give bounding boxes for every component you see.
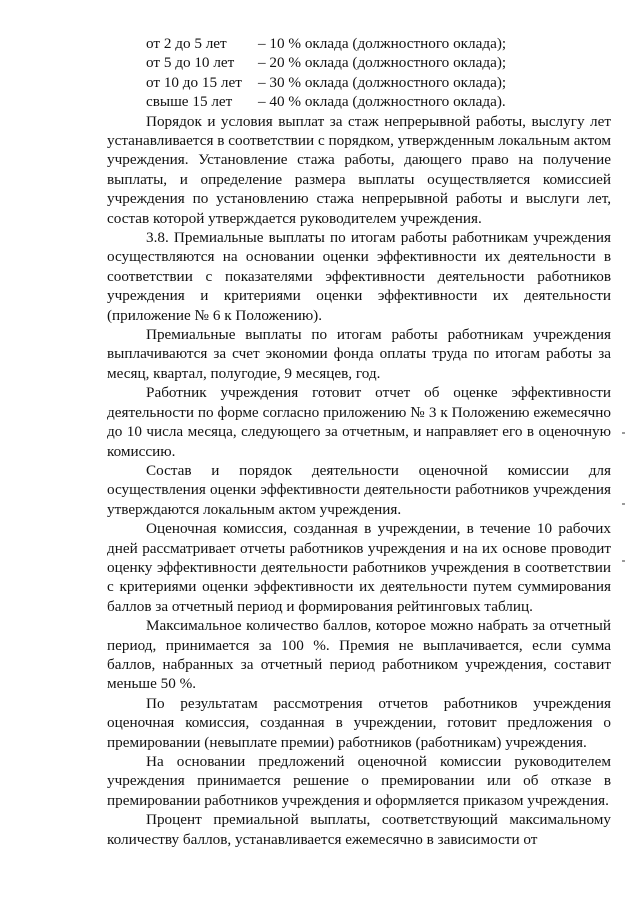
paragraph-bonus-decision: На основании предложений оценочной комиссии руководителем учреждения принимается решение о премировании или об отказе в премировании работников учреждения и оформляется приказом учреждения.	[107, 753, 611, 809]
tenure-range: от 2 до 5 лет	[146, 35, 227, 52]
paragraph-bonus-percentage: Процент премиальной выплаты, соответствующий максимальному количеству баллов, устанавливается ежемесячно в зависимости от	[107, 811, 611, 848]
scan-margin-mark	[622, 560, 625, 562]
scan-margin-mark	[622, 432, 625, 434]
tenure-rate: – 20 % оклада (должностного оклада);	[258, 54, 507, 72]
paragraph-commission-proposals: По результатам рассмотрения отчетов работников учреждения оценочная комиссия, созданная в учреждении, готовит предложения о премировании (невыплате премии) работников (работникам) учреждения.	[107, 694, 611, 751]
tenure-range: от 5 до 10 лет	[146, 54, 235, 72]
paragraph-employee-report: Работник учреждения готовит отчет об оценке эффективности деятельности по форме согласно приложению № 3 к Положению ежемесячно до 10 числа месяца, следующего за отчетным, и направляет его в оценочную комиссию.	[107, 384, 611, 460]
tenure-rate: – 10 % оклада (должностного оклада);	[258, 35, 507, 52]
body-text	[107, 112, 611, 849]
paragraph-commission-composition: Состав и порядок деятельности оценочной комиссии для осуществления оценки эффективности деятельности работников учреждения утверждаются локальным актом учреждения.	[107, 461, 611, 518]
paragraph-maximum-points: Максимальное количество баллов, которое можно набрать за отчетный период, принимается за 100 %. Премия не выплачивается, если сумма баллов, набранных за отчетный период работником учреждения, составит меньше 50 %.	[107, 617, 611, 693]
tenure-rate: – 30 % оклада (должностного оклада);	[258, 73, 507, 91]
paragraph-3-8-bonus-payments: 3.8. Премиальные выплаты по итогам работы работникам учреждения осуществляются на основании оценки эффективности их деятельности в соответствии с показателями эффективности деятельности работников учреждения и критериями оценки эффективности их деятельности (приложение № 6 к Положению).	[107, 229, 611, 324]
paragraph-tenure-procedure: Порядок и условия выплат за стаж непрерывной работы, выслугу лет устанавливается в соответствии с порядком, утвержденным локальным актом учреждения. Установление стажа работы, дающего право на получение выплаты, и определение размера выплаты осуществляется комиссией учреждения по установлению стажа непрерывной работы и выслуги лет, состав которой утверждается руководителем учреждения.	[107, 112, 611, 227]
tenure-row	[146, 73, 566, 92]
tenure-row	[146, 34, 566, 53]
tenure-range: от 10 до 15 лет	[146, 73, 242, 91]
tenure-range: свыше 15 лет	[146, 93, 233, 111]
tenure-row	[146, 92, 566, 111]
scan-margin-mark	[622, 503, 625, 505]
paragraph-commission-evaluation: Оценочная комиссия, созданная в учреждении, в течение 10 рабочих дней рассматривает отчеты работников учреждения и на их основе проводит оценку эффективности деятельности работников учреждения в соответствии с критериями оценки эффективности их деятельности путем суммирования баллов за отчетный период и формирования рейтинговых таблиц.	[107, 520, 611, 615]
tenure-allowance-list	[146, 34, 566, 112]
tenure-row	[146, 53, 566, 72]
tenure-rate: – 40 % оклада (должностного оклада).	[258, 93, 506, 111]
paragraph-bonus-funding: Премиальные выплаты по итогам работы работникам учреждения выплачиваются за счет экономии фонда оплаты труда по итогам работы за месяц, квартал, полугодие, 9 месяцев, год.	[107, 326, 611, 382]
